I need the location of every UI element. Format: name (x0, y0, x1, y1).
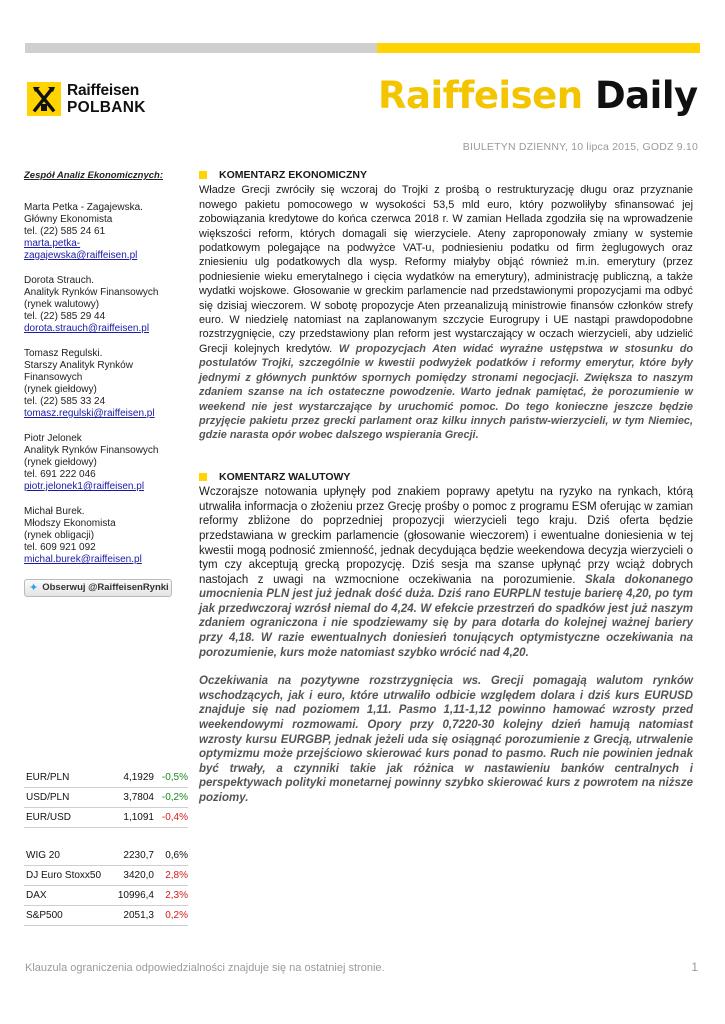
currency-paragraph-2: Oczekiwania na pozytywne rozstrzygnięcia ws. Grecji pomagają walutom rynków wschodzących, jak i euro, które utrwaliło odbicie względem dolara i dziś kurs EURUSD znajduje się nad poziomem 1,11. Pasmo 1,11-1,12 powinno hamować wzrosty przed weekendowymi rozmowami. Opory przy 0,7220-30 kolejny dzień hamują natomiast wzrosty kursu EURGBP, jednak jeżeli uda się osiągnąć porozumienie z Grecją, utrwalenie optymizmu może przejściowo skierować kurs ponad to pasmo. Ruch nie powinien jednak być trwały, a czynniki takie jak różnica w nastawieniu banków centralnych i perspektywach polityki monetarnej powinny szybko skierować kurs z powrotem na niższe poziomy. (199, 675, 693, 804)
contact-line: Piotr Jelonek (24, 433, 82, 444)
team-title: Zespół Analiz Ekonomicznych: (24, 170, 164, 181)
brand-title-daily: Daily (594, 74, 698, 117)
market-row (24, 906, 188, 926)
section-currency-body (199, 485, 693, 660)
page-number: 1 (691, 960, 698, 974)
contact-card (24, 433, 189, 493)
market-name: WIG 20 (26, 850, 60, 861)
economic-text: Władze Grecji zwróciły się wczoraj do Trojki z prośbą o restrukturyzację długu oraz przyznanie nowego pakietu pomocowego w wysokości 53,5 mld euro, który pozwoliłyby sfinansować jej zobowiązania kredytowe do końca czerwca 2018 r. W zamian Hellada zgodziła się na wprowadzenie większości reform, których domagali się wierzyciele. Ateny zaproponowały zmiany w systemie podatkowym polegające na podwyżce VAT-u, podniesieniu podatku od firm żeglugowych oraz zniesieniu ulg podatkowych dla wysp. Reformy miałyby objąć również m.in. emerytury (przez podniesienie wieku emerytalnego i cięcia wydatków na emerytury), administrację publiczną, a także wydatki wojskowe. Głosowanie w greckim parlamencie nad przedstawionymi propozycjami ma odbyć się dzisiaj wieczorem. W sobotę propozycje Aten przeanalizują ministrowie finansów członków strefy euro. W niedzielę natomiast na zaplanowanym szczycie Eurogrupy i UE nastąpi prawdopodobne rozstrzygnięcie, czy przedstawiony plan reform jest wystarczający w oczach wierzycieli, aby udzielić Grecji kolejnych kredytów. (199, 184, 693, 355)
market-value: 4,1929 (123, 772, 154, 783)
market-name: S&P500 (26, 910, 63, 921)
contact-line: Marta Petka - Zagajewska. (24, 202, 143, 213)
market-change: 0,6% (165, 850, 188, 861)
market-change: 2,3% (165, 890, 188, 901)
market-name: EUR/PLN (26, 772, 70, 783)
section-economic-body (199, 183, 693, 442)
logo-text-polbank: POLBANK (67, 99, 146, 116)
main-content (199, 168, 693, 806)
contact-email-link[interactable]: tomasz.regulski@raiffeisen.pl (24, 408, 155, 419)
contact-line: Dorota Strauch. (24, 275, 95, 286)
contact-line: (rynek walutowy) (24, 299, 100, 310)
contact-line: (rynek obligacji) (24, 530, 95, 541)
contact-email-link[interactable]: dorota.strauch@raiffeisen.pl (24, 323, 150, 334)
market-value: 3,7804 (123, 792, 154, 803)
market-name: EUR/USD (26, 812, 72, 823)
contact-list (24, 202, 189, 566)
currency-text: Wczorajsze notowania upłynęły pod znakiem poprawy apetytu na ryzyko na rynkach, którą utrwaliła informacja o złożeniu przez Grecję prośby o pomoc z programu ESM oferując w zamian reformy zbliżone do poprzedniej propozycji wierzycieli tego kraju. Dziś oferta będzie przedstawiana w greckim parlamencie (głosowanie wieczorem) i ewentualne doniesienia w tej kwestii mogą podnosić zmienność, jednak decydująca będzie weekendowa decyzja wierzycieli o tym czy akceptują grecką propozycję. Dziś sesja ma szanse upłynąć przy wciąż dobrych nastojach z uwagi na wzmocnione oczekiwania na porozumienie. (199, 486, 693, 586)
market-row (24, 846, 188, 866)
bulletin-date: BIULETYN DZIENNY, 10 lipca 2015, GODZ 9.10 (462, 141, 698, 153)
contact-line: (rynek giełdowy) (24, 384, 97, 395)
market-row (24, 768, 188, 788)
market-name: DAX (26, 890, 47, 901)
contact-card (24, 348, 189, 420)
yellow-square-icon (199, 171, 207, 179)
market-value: 2051,3 (123, 910, 154, 921)
market-value: 3420,0 (123, 870, 154, 881)
logo-crossed-horses-icon (27, 82, 61, 116)
contact-email-link[interactable]: marta.petka- (24, 238, 81, 249)
contact-line: tel. 691 222 046 (24, 469, 96, 480)
contact-line: Analityk Rynków Finansowych (24, 445, 159, 456)
market-change: 0,2% (165, 910, 188, 921)
sidebar-contacts (24, 170, 189, 597)
currency-emphasis: Skala dokonanego umocnienia PLN jest już jednak dość duża. Dziś rano EURPLN testuje barierę 4,20, po tym jak przedwczoraj wzrósł niemal do 4,24. W efekcie przestrzeń do spadków jest już naszym zdaniem ograniczona i nie spodziewamy się by para dotarła do kolejnej ważnej bariery przy 4,18. W razie ewentualnych doniesień tonujących optymistyczne oczekiwania na porozumienie, kurs może natomiast szybko wrócić nad 4,20. (199, 573, 694, 659)
raiffeisen-polbank-logo (27, 80, 187, 120)
contact-line: Starszy Analityk Rynków Finansowych (24, 360, 133, 383)
contact-email-link[interactable]: zagajewska@raiffeisen.pl (24, 250, 138, 261)
market-row (24, 808, 188, 828)
market-change: -0,5% (161, 772, 188, 783)
twitter-bird-icon: ✦ (29, 582, 39, 594)
section-economic-title: KOMENTARZ EKONOMICZNY (219, 169, 367, 181)
contact-line: tel. (22) 585 29 44 (24, 311, 106, 322)
contact-line: (rynek giełdowy) (24, 457, 97, 468)
contact-line: Tomasz Regulski. (24, 348, 103, 359)
twitter-follow-button[interactable] (24, 579, 172, 597)
contact-line: tel. 609 921 092 (24, 542, 96, 553)
contact-card (24, 202, 189, 262)
twitter-follow-label: Obserwuj @RaiffeisenRynki (42, 582, 169, 593)
market-value: 10996,4 (117, 890, 154, 901)
brand-title (378, 74, 698, 117)
market-value: 2230,7 (123, 850, 154, 861)
contact-line: Młodszy Ekonomista (24, 518, 116, 529)
section-currency-heading (199, 470, 693, 484)
contact-line: Główny Ekonomista (24, 214, 113, 225)
contact-line: Michał Burek. (24, 506, 85, 517)
contact-card (24, 506, 189, 566)
section-economic-heading (199, 168, 693, 182)
contact-line: Analityk Rynków Finansowych (24, 287, 159, 298)
market-row (24, 866, 188, 886)
market-row (24, 886, 188, 906)
contact-email-link[interactable]: piotr.jelonek1@raiffeisen.pl (24, 481, 145, 492)
footer-disclaimer: Klauzula ograniczenia odpowiedzialności znajduje się na ostatniej stronie. (25, 962, 385, 974)
market-change: -0,4% (161, 812, 188, 823)
header-bar-gray (25, 43, 377, 53)
market-change: -0,2% (161, 792, 188, 803)
logo-text-raiffeisen: Raiffeisen (67, 82, 140, 99)
market-name: USD/PLN (26, 792, 70, 803)
contact-line: tel. (22) 585 24 61 (24, 226, 106, 237)
market-change: 2,8% (165, 870, 188, 881)
brand-title-raiffeisen: Raiffeisen (378, 74, 583, 117)
yellow-square-icon (199, 473, 207, 481)
contact-line: tel. (22) 585 33 24 (24, 396, 106, 407)
contact-email-link[interactable]: michal.burek@raiffeisen.pl (24, 554, 142, 565)
market-name: DJ Euro Stoxx50 (26, 870, 102, 881)
contact-card (24, 275, 189, 335)
economic-emphasis: W propozycjach Aten widać wyraźne ustępstwa w stosunku do postulatów Trojki, szczególnie w kwestii podwyżek podatków i reformy emerytur, które były jednymi z głównych punktów spornych pomiędzy stronami negocjacji. Zwiększa to naszym zdaniem szanse na ich ostateczne powodzenie. Warto jednak pamiętać, że porozumienie w weekend nie jest wystarczające by uruchomić pomoc. Do tego konieczne jeszcze będzie przyjęcie pakietu przez grecki parlament oraz kilku innych państw-wierzycieli, w tym Niemiec, gdzie narasta opór wobec dalszego wspierania Grecji. (199, 342, 693, 442)
header-bar-yellow (377, 43, 700, 53)
section-currency-title: KOMENTARZ WALUTOWY (219, 470, 351, 483)
market-value: 1,1091 (123, 812, 154, 823)
market-table (24, 768, 188, 926)
market-row (24, 788, 188, 808)
